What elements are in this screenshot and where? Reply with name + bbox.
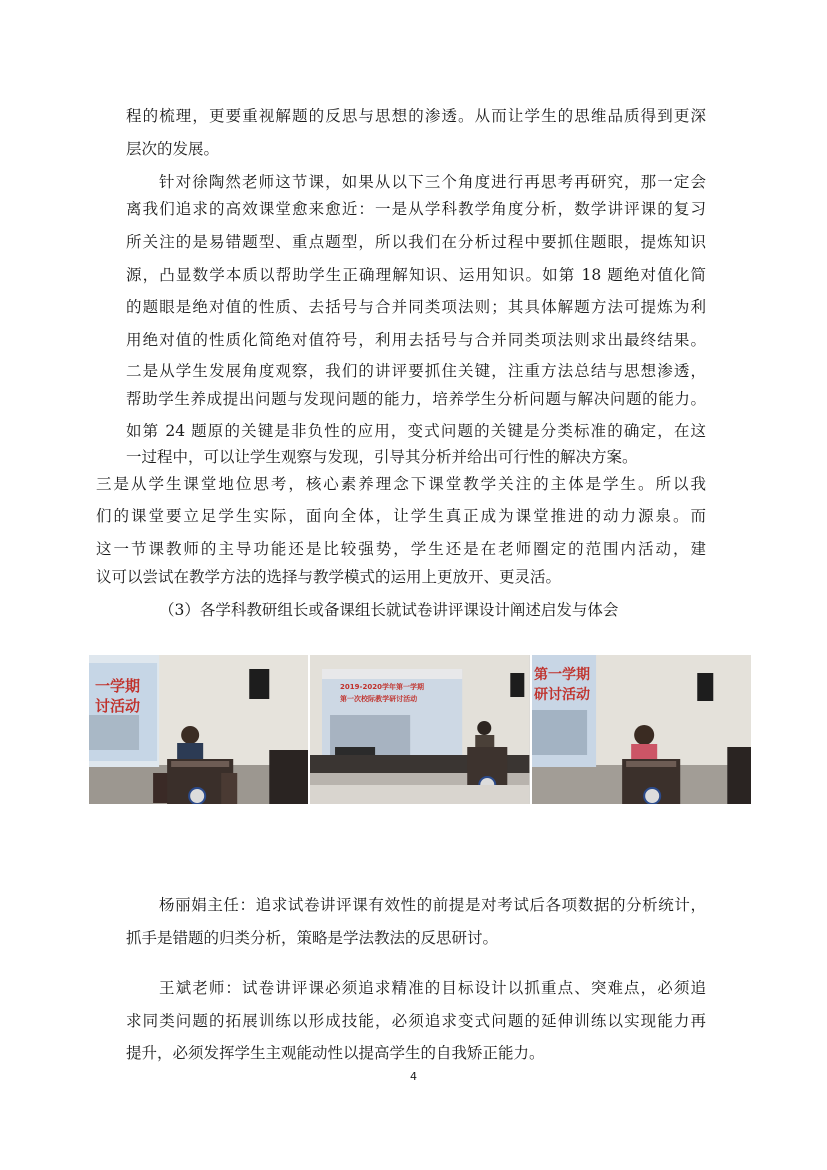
svg-text:讨活动: 讨活动 [95, 697, 141, 715]
text-line: 针对徐陶然老师这节课，如果从以下三个角度进行再思考再研究，那一定会 [159, 173, 706, 191]
text-line: 们的课堂要立足学生实际，面向全体，让学生真正成为课堂推进的动力源泉。而 [96, 507, 706, 525]
text-line: 提升，必须发挥学生主观能动性以提高学生的自我矫正能力。 [126, 1044, 545, 1062]
text-line: 求同类问题的拓展训练以形成技能，必须追求变式问题的延伸训练以实现能力再 [126, 1012, 706, 1030]
photo-right [532, 655, 751, 804]
text-line: 王斌老师：试卷讲评课必须追求精准的目标设计以抓重点、突难点，必须追 [159, 979, 706, 997]
text-line: 杨丽娟主任：追求试卷讲评课有效性的前提是对考试后各项数据的分析统计， [159, 896, 706, 914]
text-line: 二是从学生发展角度观察，我们的讲评要抓住关键，注重方法总结与思想渗透， [126, 362, 706, 380]
text-line: 一过程中，可以让学生观察与发现，引导其分析并给出可行性的解决方案。 [126, 448, 638, 466]
text-line: 层次的发展。 [126, 140, 220, 158]
section-heading: （3）各学科教研组长或备课组长就试卷讲评课设计阐述启发与体会 [159, 601, 619, 619]
text-line: 这一节课教师的主导功能还是比较强势，学生还是在老师圈定的范围内活动，建 [96, 540, 706, 558]
text-line: 如第 24 题原的关键是非负性的应用，变式问题的关键是分类标准的确定，在这 [126, 422, 706, 440]
text-line: 抓手是错题的归类分析，策略是学法教法的反思研讨。 [126, 929, 499, 947]
svg-text:研讨活动: 研讨活动 [533, 687, 590, 703]
text-line: 所关注的是易错题型、重点题型，所以我们在分析过程中要抓住题眼，提炼知识 [126, 233, 706, 251]
text-line: 程的梳理，更要重视解题的反思与思想的渗透。从而让学生的思维品质得到更深 [126, 107, 706, 125]
page-number: 4 [410, 1070, 417, 1083]
photo-strip [89, 655, 751, 804]
svg-text:一学期: 一学期 [95, 677, 141, 695]
photo-middle [310, 655, 529, 804]
text-line: 的题眼是绝对值的性质、去括号与合并同类项法则；其具体解题方法可提炼为利 [126, 298, 706, 316]
photo-left [89, 655, 308, 804]
text-line: 离我们追求的高效课堂愈来愈近：一是从学科教学角度分析，数学讲评课的复习 [126, 200, 706, 218]
text-line: 帮助学生养成提出问题与发现问题的能力，培养学生分析问题与解决问题的能力。 [126, 390, 706, 408]
text-line: 三是从学生课堂地位思考，核心素养理念下课堂教学关注的主体是学生。所以我 [96, 475, 706, 493]
text-line: 用绝对值的性质化简绝对值符号，利用去括号与合并同类项法则求出最终结果。 [126, 331, 706, 349]
text-line: 议可以尝试在教学方法的选择与教学模式的运用上更放开、更灵活。 [96, 568, 562, 586]
svg-text:2019-2020学年第一学期: 2019-2020学年第一学期 [340, 683, 425, 691]
svg-text:第一学期: 第一学期 [533, 667, 590, 683]
text-line: 源，凸显数学本质以帮助学生正确理解知识、运用知识。如第 18 题绝对值化简 [126, 266, 706, 284]
svg-text:第一次校际教学研讨活动: 第一次校际教学研讨活动 [340, 695, 418, 703]
